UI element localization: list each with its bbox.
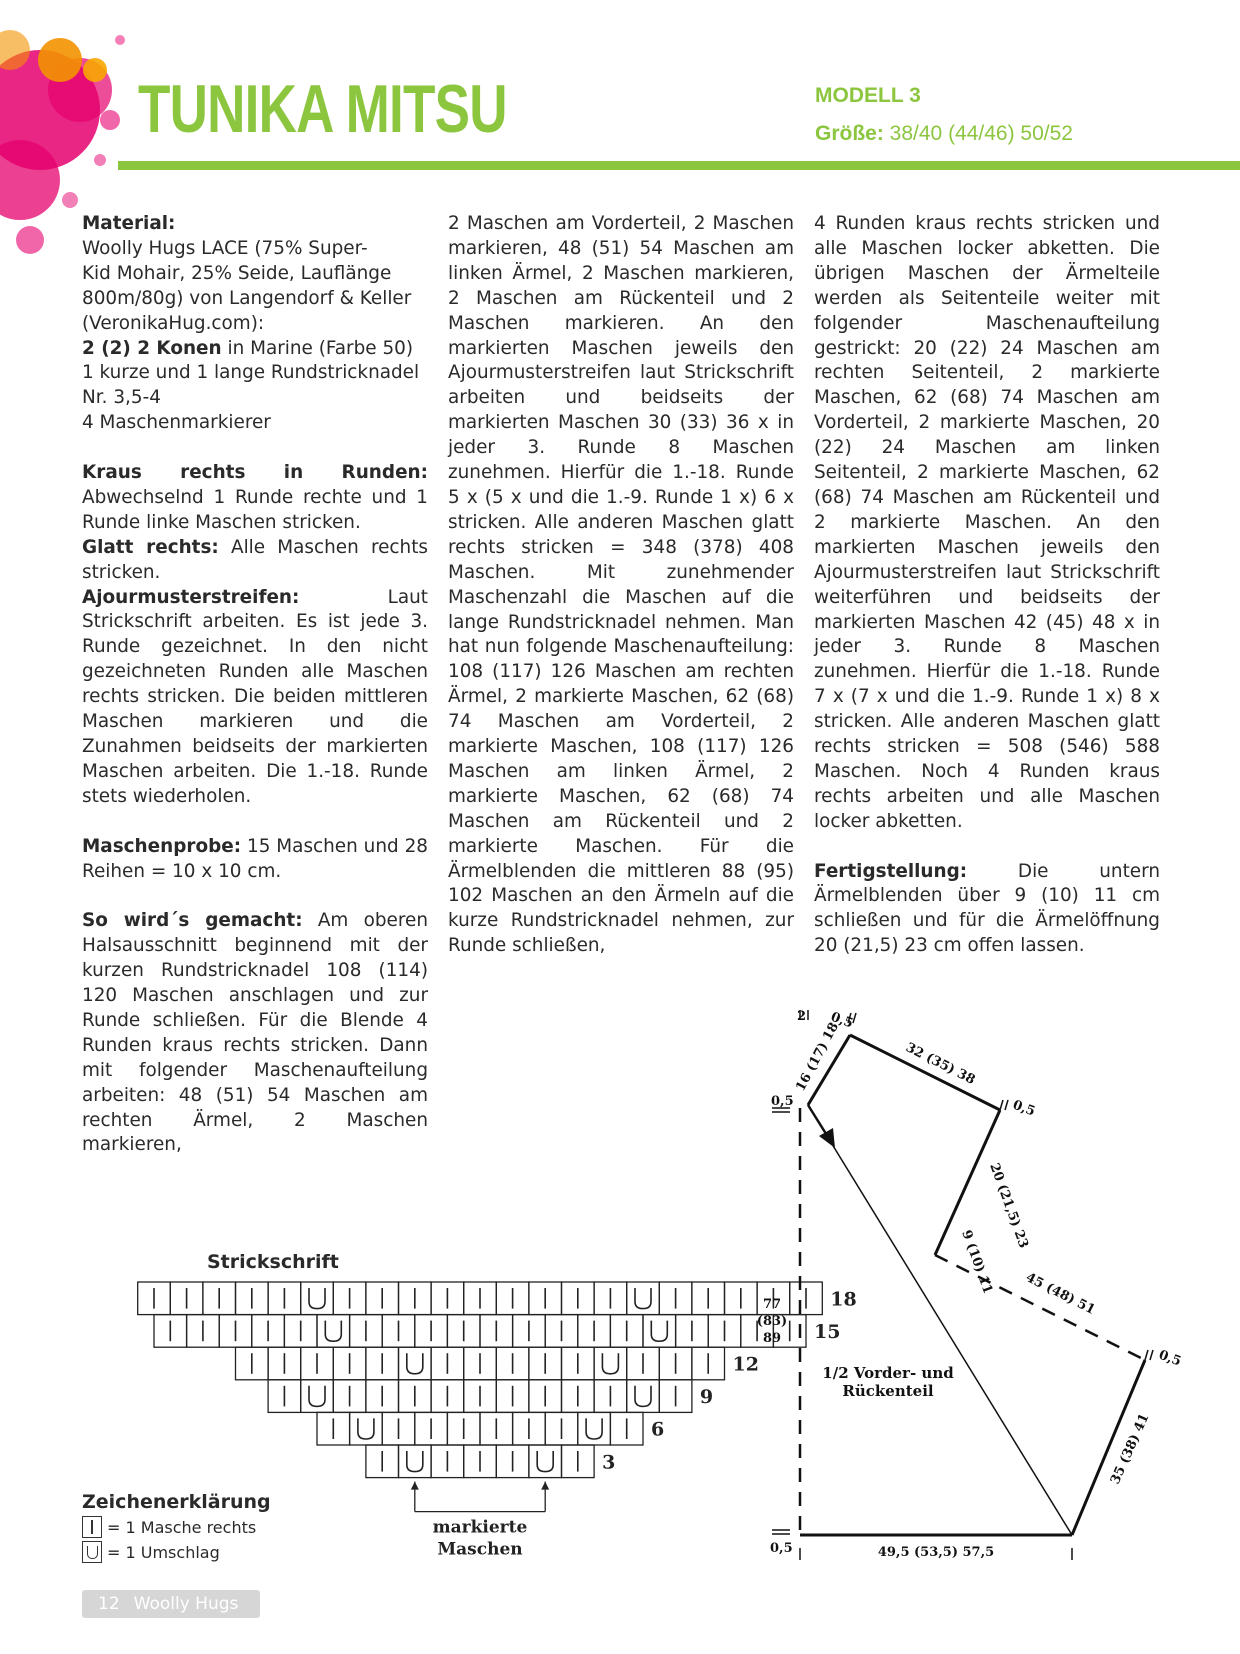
cones-line bbox=[82, 337, 428, 362]
chart-row-number: 15 bbox=[814, 1320, 841, 1343]
markers-line: 4 Maschenmarkierer bbox=[82, 412, 271, 434]
piece-label: 1/2 Vorder- und bbox=[822, 1364, 954, 1382]
chart-cell bbox=[627, 1380, 660, 1413]
dim-label: 32 (35) 38 bbox=[903, 1040, 978, 1088]
legend-item-yarnover bbox=[82, 1541, 220, 1563]
garter-paragraph: Kraus rechts in Runden: Abwechselnd 1 Runde rechte und 1 Runde linke Maschen stricken. bbox=[82, 462, 428, 533]
arrow-up-icon bbox=[411, 1482, 419, 1490]
needle-line: 1 kurze und 1 lange Rundstricknadel bbox=[82, 362, 420, 384]
garter-heading: Kraus rechts in Runden: bbox=[82, 462, 428, 484]
stockinette-paragraph: Glatt rechts: Alle Maschen rechts stricken. bbox=[82, 536, 428, 583]
material-line: (VeronikaHug.com): bbox=[82, 312, 265, 334]
finishing-heading: Fertigstellung: bbox=[814, 860, 968, 882]
yarnover-icon bbox=[309, 1386, 325, 1407]
instructions-continued: 2 Maschen am Vorderteil, 2 Maschen markieren, 48 (51) 54 Maschen am linken Ärmel, 2 Maschen markieren, 2 Maschen am Rückenteil und 2 Maschen markieren. An den markierten Maschen jeweils den Ajourmusterstreifen laut Strickschrift arbeiten und beidseits der markierten Maschen 30 (33) 36 x in jeder 3. Runde 8 Maschen zunehmen. Hierfür die 1.-18. Runde 5 x (5 x und die 1.-9. Runde 1 x) 6 x stricken. Alle anderen Maschen glatt rechts stricken = 348 (378) 408 Maschen. Mit zunehmender Maschenzahl die Maschen auf die lange Rundstricknadel nehmen. Man hat nun folgende Maschenaufteilung: 108 (117) 126 Maschen am rechten Ärmel, 2 markierte Maschen, 62 (68) 74 Maschen am Vorderteil, 2 markierte Maschen, 108 (117) 126 Maschen am linken Ärmel, 2 markierte Maschen, 62 (68) 74 Maschen am Rückenteil und 2 markierte Maschen. Für die Ärmelblenden die mittleren 88 (95) 102 Maschen an den Ärmeln auf die kurze Rundstricknadel nehmen, zur Runde schließen, bbox=[448, 213, 794, 957]
chart-row-number: 9 bbox=[699, 1386, 714, 1409]
dim-label: (83) bbox=[756, 1314, 788, 1329]
legend-text: = 1 Umschlag bbox=[107, 1542, 220, 1562]
instructions-heading: So wird´s gemacht: bbox=[82, 910, 303, 932]
dim-label: 9 (10) 11 bbox=[958, 1228, 996, 1296]
chart-row-number: 3 bbox=[602, 1451, 616, 1474]
lace-paragraph: Ajourmusterstreifen: Laut Strickschrift arbeiten. Es ist jede 3. Runde gezeichnet. In den nicht gezeichneten Runden alle Maschen rechts stricken. Die beiden mittleren Maschen markieren und die Zunahmen beidseits der markierten Maschen arbeiten. Die 1.-18. Runde stets wiederholen. bbox=[82, 586, 428, 807]
dim-label: 0,5 bbox=[1010, 1097, 1038, 1120]
chart-cell bbox=[317, 1315, 350, 1348]
text-column-1 bbox=[82, 212, 428, 1158]
dim-label: 0,5 bbox=[770, 1541, 793, 1556]
legend-text: = 1 Masche rechts bbox=[107, 1517, 257, 1537]
chart-cell bbox=[301, 1282, 334, 1315]
chart-cell bbox=[350, 1412, 383, 1445]
needle-line: Nr. 3,5-4 bbox=[82, 387, 161, 409]
chart-cell bbox=[643, 1315, 676, 1348]
yarnover-icon bbox=[309, 1288, 325, 1309]
model-label: MODELL 3 bbox=[815, 84, 921, 107]
chart-row-number: 12 bbox=[732, 1353, 759, 1376]
dim-label: 0,5 bbox=[1156, 1347, 1184, 1370]
garment-schematic bbox=[756, 995, 1240, 1565]
brand-name: Woolly Hugs bbox=[133, 1594, 239, 1614]
dim-label: 0,5 bbox=[771, 1094, 794, 1109]
material-heading: Material: bbox=[82, 213, 176, 234]
page-footer bbox=[82, 1590, 260, 1618]
dim-label: 20 (21,5) 23 bbox=[986, 1161, 1031, 1251]
chart-cell bbox=[399, 1347, 432, 1380]
dim-label: 45 (48) 51 bbox=[1023, 1270, 1098, 1318]
dim-label: 89 bbox=[762, 1331, 782, 1346]
dim-label: 2 bbox=[797, 1009, 807, 1024]
chart-cell bbox=[594, 1347, 627, 1380]
yarnover-icon bbox=[651, 1321, 667, 1342]
yarnover-icon bbox=[602, 1353, 618, 1374]
page-title: TUNIKA MITSU bbox=[138, 71, 507, 147]
dim-label: 35 (38) 41 bbox=[1107, 1411, 1153, 1487]
dim-label: 0,5 bbox=[828, 1009, 856, 1032]
material-line: 800m/80g) von Langendorf & Keller bbox=[82, 287, 412, 309]
yarnover-icon bbox=[635, 1288, 651, 1309]
chart-cell bbox=[529, 1445, 562, 1478]
finishing-paragraph: Fertigstellung: Die untern Ärmelblenden über 9 (10) 11 cm schließen und für die Ärmelöffnung 20 (21,5) 23 cm offen lassen. bbox=[814, 860, 1160, 957]
chart-row-number: 18 bbox=[830, 1288, 857, 1311]
arrow-icon bbox=[819, 1128, 835, 1148]
piece-label: Rückenteil bbox=[842, 1382, 934, 1400]
page-number: 12 bbox=[98, 1594, 120, 1614]
yarnover-icon bbox=[358, 1418, 374, 1439]
size-line bbox=[815, 122, 1073, 146]
size-value: 38/40 (44/46) 50/52 bbox=[883, 122, 1073, 145]
dim-label: 16 (17) 18 bbox=[793, 1020, 843, 1094]
marker-label: Maschen bbox=[437, 1539, 523, 1560]
marker-label: markierte bbox=[432, 1517, 528, 1538]
arrow-shaft bbox=[808, 1105, 828, 1137]
cones-color: in Marine (Farbe 50) bbox=[221, 337, 414, 359]
instructions-paragraph: So wird´s gemacht: Am oberen Halsausschnitt beginnend mit der kurzen Rundstricknadel 108 (114) 120 Maschen anschlagen und zur Runde schließen. Für die Blende 4 Runden kraus rechts stricken. Dann mit folgender Maschenaufteilung arbeiten: 48 (51) 54 Maschen am rechten Ärmel, 2 Maschen markieren, bbox=[82, 910, 428, 1156]
yarnover-icon bbox=[82, 1541, 102, 1563]
dim-label: 49,5 (53,5) 57,5 bbox=[877, 1545, 995, 1560]
material-line: Woolly Hugs LACE (75% Super- bbox=[82, 237, 368, 259]
text-column-2 bbox=[448, 212, 794, 959]
yarnover-icon bbox=[407, 1451, 423, 1472]
instructions-continued: 4 Runden kraus rechts stricken und alle Maschen locker abketten. Die übrigen Maschen der Ärmelteile werden als Seitenteile weiter mit folgender Maschenaufteilung gestrickt: 20 (22) 24 Maschen am rechten Seitenteil, 2 markierte Maschen, 62 (68) 74 Maschen am Vorderteil, 2 markierte Maschen, 20 (22) 24 Maschen am linken Seitenteil, 2 markierte Maschen, 62 (68) 74 Maschen am Rückenteil und 2 markierte Maschen. An den markierten Maschen jeweils den Ajourmusterstreifen laut Strickschrift weiterführen und beidseits der markierten Maschen 42 (45) 48 x in jeder 3. Runde 8 Maschen zunehmen. Hierfür die 1.-18. Runde 7 x (7 x und die 1.-9. Runde 1 x) 8 x stricken. Alle anderen Maschen glatt rechts stricken = 508 (546) 588 Maschen. Noch 4 Runden kraus rechts arbeiten und alle Maschen locker abketten. bbox=[814, 213, 1160, 832]
stockinette-heading: Glatt rechts: bbox=[82, 536, 219, 558]
gauge-heading: Maschenprobe: bbox=[82, 835, 242, 857]
cones-count: 2 (2) 2 Konen bbox=[82, 337, 222, 359]
legend-title: Zeichenerklärung bbox=[82, 1491, 271, 1513]
chart-cell bbox=[627, 1282, 660, 1315]
yarnover-icon bbox=[407, 1353, 423, 1374]
chart-row-number: 6 bbox=[651, 1418, 665, 1441]
legend-item-knit bbox=[82, 1516, 256, 1538]
yarnover-icon bbox=[635, 1386, 651, 1407]
header-rule bbox=[118, 161, 1240, 170]
lace-heading: Ajourmusterstreifen: bbox=[82, 586, 300, 608]
size-label: Größe: bbox=[815, 122, 884, 145]
chart-cell bbox=[301, 1380, 334, 1413]
shoulder-edge bbox=[850, 1035, 1000, 1110]
gauge-paragraph: Maschenprobe: 15 Maschen und 28 Reihen = 10 x 10 cm. bbox=[82, 835, 428, 882]
arrow-up-icon bbox=[541, 1482, 549, 1490]
diagonal-line bbox=[808, 1105, 1072, 1535]
dim-label: 77 bbox=[762, 1297, 782, 1312]
chart-cell bbox=[399, 1445, 432, 1478]
yarnover-icon bbox=[537, 1451, 553, 1472]
sleeve-opening-line bbox=[935, 1255, 1145, 1360]
yarnover-icon bbox=[325, 1321, 341, 1342]
yarnover-icon bbox=[586, 1418, 602, 1439]
chart-title: Strickschrift bbox=[207, 1251, 339, 1273]
text-column-3 bbox=[814, 212, 1160, 959]
material-line: Kid Mohair, 25% Seide, Lauflänge bbox=[82, 262, 392, 284]
knit-stitch-icon bbox=[82, 1516, 102, 1538]
chart-cell bbox=[578, 1412, 611, 1445]
